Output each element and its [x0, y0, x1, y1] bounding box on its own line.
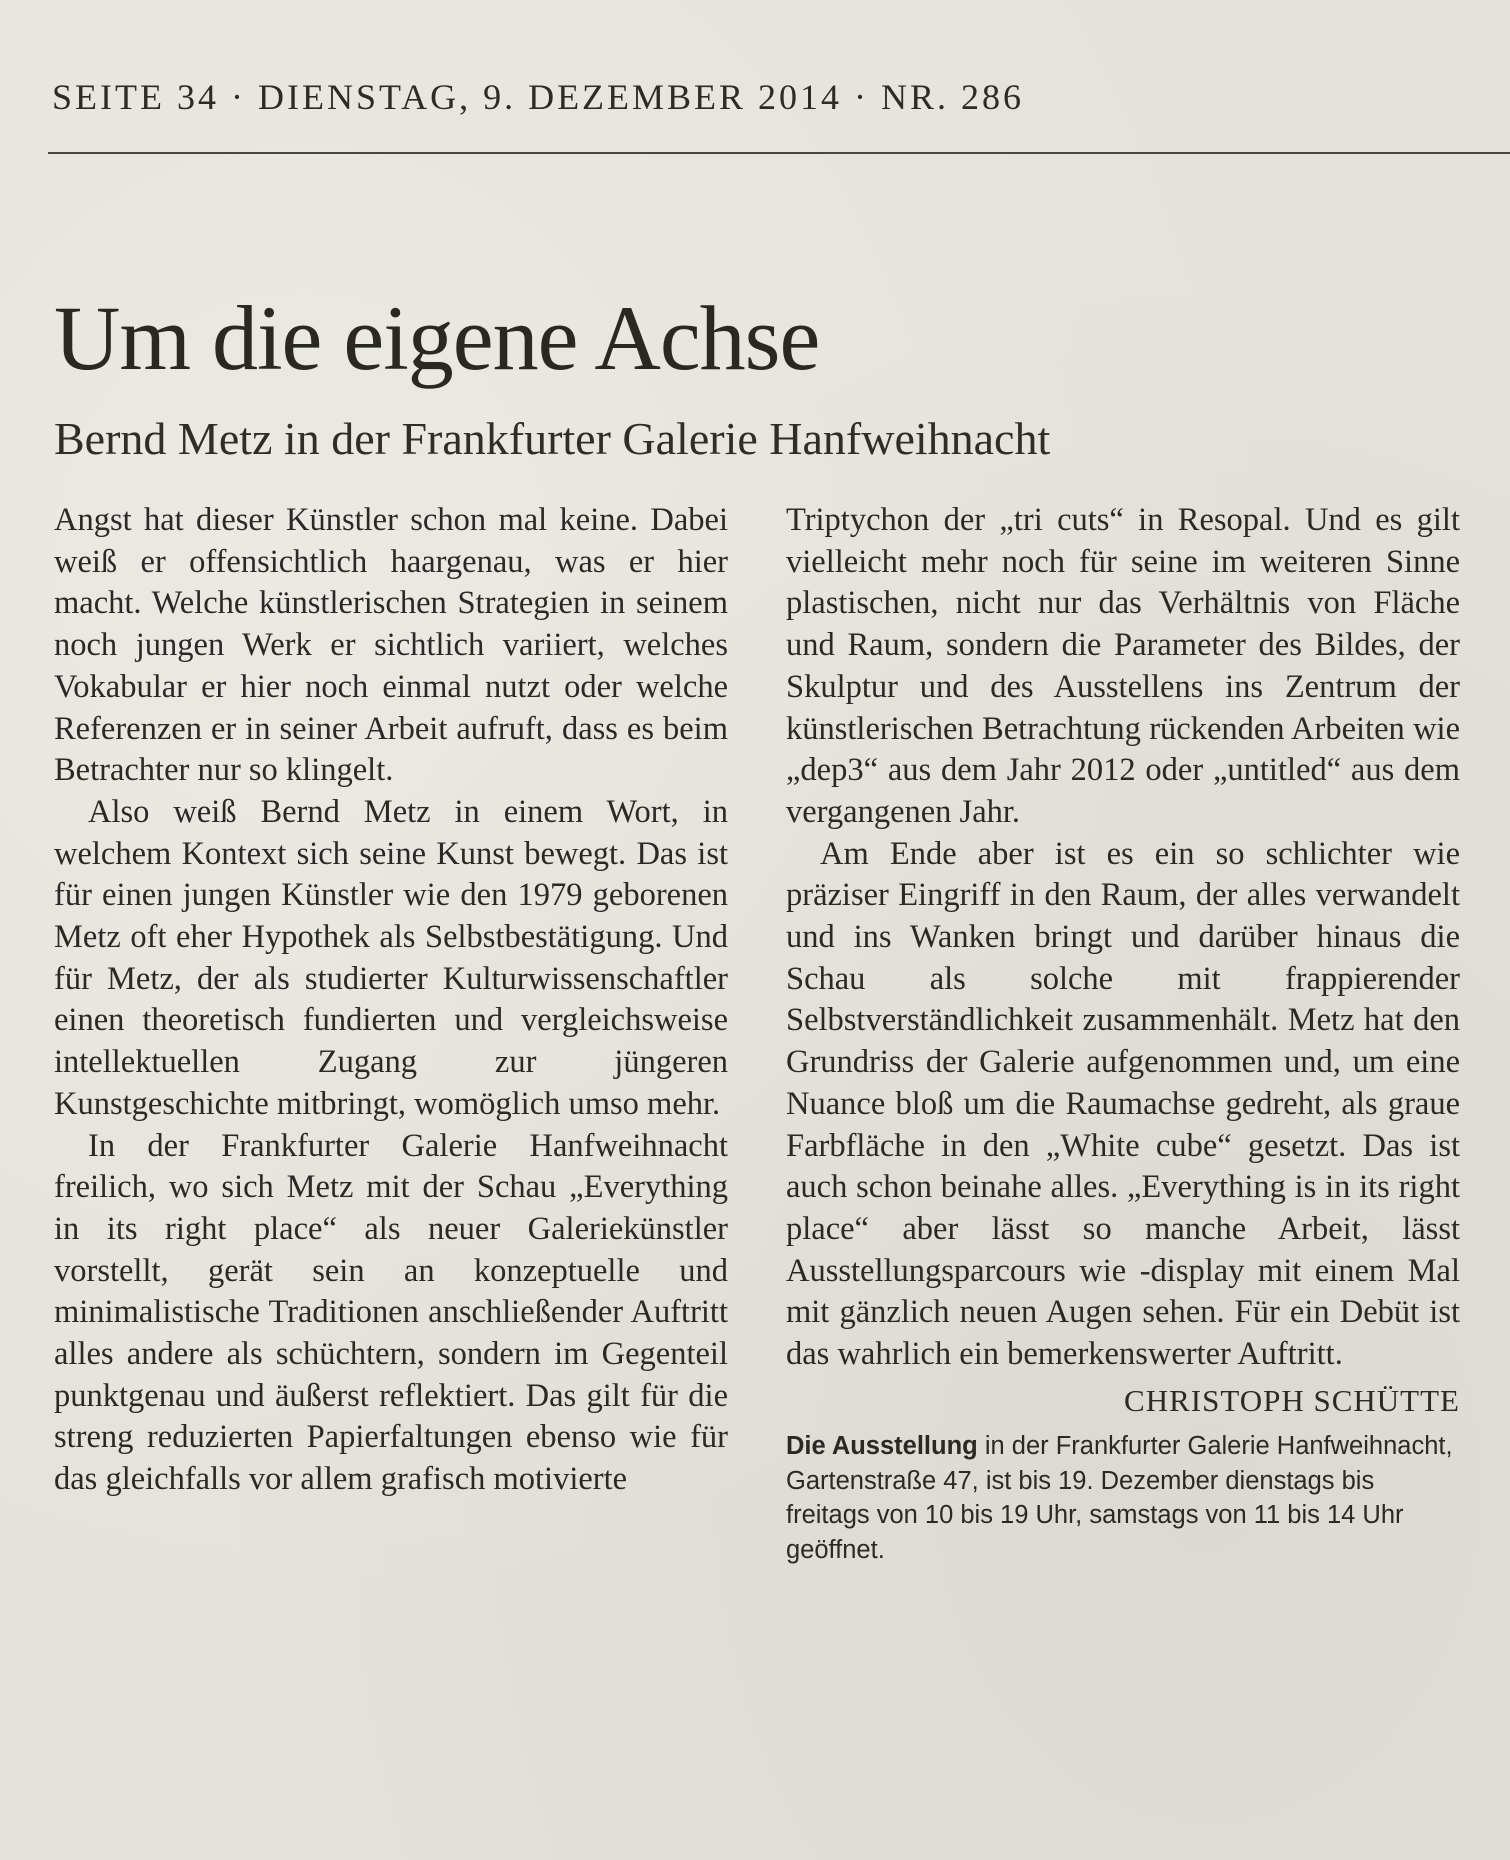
- header-rule: [48, 152, 1510, 154]
- subheadline: Bernd Metz in der Frankfurter Galerie Hanfweihnacht: [54, 413, 1051, 464]
- paragraph-4: Triptychon der „tri cuts“ in Resopal. Und es gilt vielleicht mehr noch für seine im weiteren Sinne plastischen, nicht nur das Verhältnis von Fläche und Raum, sondern die Parameter des Bildes, der Skulptur und des Ausstellens ins Zentrum der künstlerischen Betrachtung rückenden Arbeiten wie „dep3“ aus dem Jahr 2012 oder „untitled“ aus dem vergangenen Jahr.: [786, 502, 1460, 830]
- masthead: SEITE 34 · DIENSTAG, 9. DEZEMBER 2014 · NR. 286: [52, 77, 1025, 117]
- paragraph-2: Also weiß Bernd Metz in einem Wort, in welchem Kontext sich seine Kunst bewegt. Das ist für einen jungen Künstler wie den 1979 geborenen Metz oft eher Hypothek als Selbstbestätigung. Und für Metz, der als studierter Kulturwissenschaftler einen theoretisch fundierten und vergleichsweise intellektuellen Zugang zur jüngeren Kunstgeschichte mitbringt, womöglich umso mehr.: [54, 793, 728, 1122]
- exhibition-info-lead: Die Ausstellung: [786, 1432, 978, 1461]
- article-column-right: [786, 500, 1460, 1567]
- headline: Um die eigene Achse: [54, 287, 820, 389]
- paragraph-1: Angst hat dieser Künstler schon mal keine. Dabei weiß er offensichtlich haargenau, was er hier macht. Welche künstlerischen Strategien in seinem noch jungen Werk er sichtlich variiert, welches Vokabular er hier noch einmal nutzt oder welche Referenzen er in seiner Arbeit aufruft, dass es beim Betrachter nur so klingelt.: [54, 502, 728, 789]
- exhibition-info: [786, 1429, 1460, 1567]
- author-byline: CHRISTOPH SCHÜTTE: [1124, 1382, 1460, 1418]
- paragraph-5: Am Ende aber ist es ein so schlichter wie präziser Eingriff in den Raum, der alles verwandelt und ins Wanken bringt und darüber hinaus die Schau als solche mit frappierender Selbstverständlichkeit zusammenhält. Metz hat den Grundriss der Galerie aufgenommen und, um eine Nuance bloß um die Raumachse gedreht, als graue Farbfläche in den „White cube“ gesetzt. Das ist auch schon beinahe alles. „Everything is in its right place“ aber lässt so manche Arbeit, lässt Ausstellungsparcours wie -display mit einem Mal mit gänzlich neuen Augen sehen. Für ein Debüt ist das wahrlich ein bemerkenswerter Auftritt.: [786, 835, 1460, 1373]
- exhibition-info-text: in der Frankfurter Galerie Hanfweihnacht, Gartenstraße 47, ist bis 19. Dezember dienstags bis freitags von 10 bis 19 Uhr, samstags von 11 bis 14 Uhr geöffnet.: [786, 1432, 1453, 1564]
- article-column-left: [54, 500, 728, 1501]
- paragraph-3: In der Frankfurter Galerie Hanfweihnacht freilich, wo sich Metz mit der Schau „Everything in its right place“ als neuer Galeriekünstler vorstellt, gerät sein an konzeptuelle und minimalistische Traditionen anschließender Auftritt alles andere als schüchtern, sondern im Gegenteil punktgenau und äußerst reflektiert. Das gilt für die streng reduzierten Papierfaltungen ebenso wie für das gleichfalls vor allem grafisch motivierte: [54, 1127, 728, 1498]
